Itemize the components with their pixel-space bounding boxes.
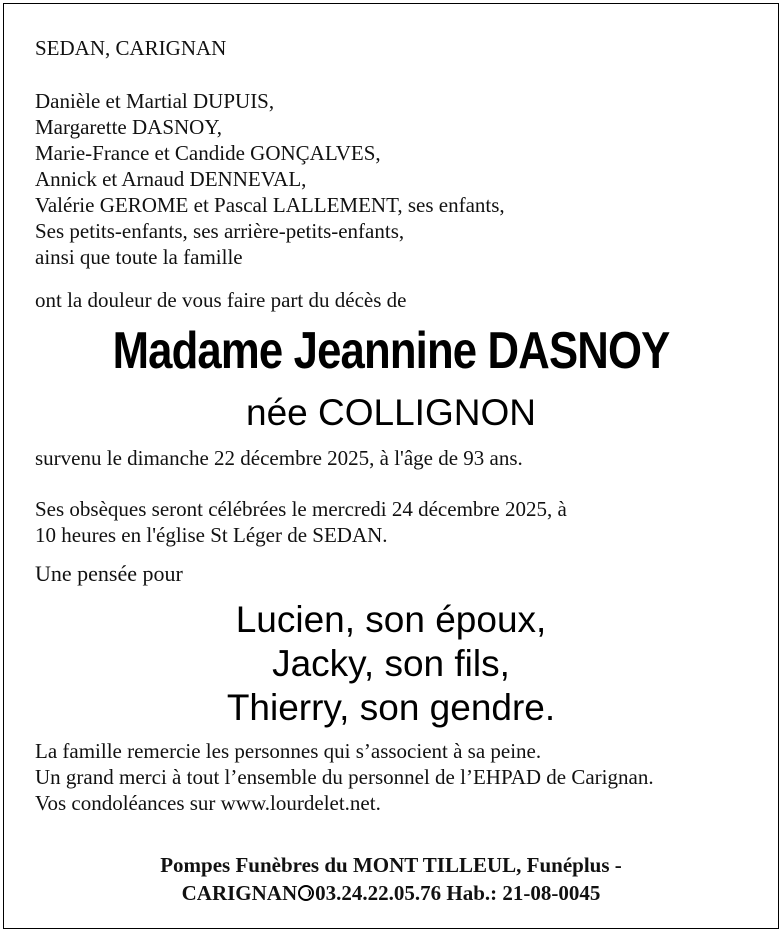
maiden-name: née COLLIGNON xyxy=(246,392,536,433)
thanks-line: Vos condoléances sur www.lourdelet.net. xyxy=(35,791,381,815)
deceased-name: Madame Jeannine DASNOY xyxy=(112,322,670,380)
funeral-home-name: Pompes Funèbres du MONT TILLEUL, Funéplus - xyxy=(160,853,622,877)
thought-intro-text: Une pensée pour xyxy=(35,561,183,586)
location-text: SEDAN, CARIGNAN xyxy=(35,36,227,60)
remembrance-line: Jacky, son fils, xyxy=(272,643,510,684)
funeral-info xyxy=(35,496,748,548)
remembrance-list xyxy=(4,598,778,730)
family-line: Valérie GEROME et Pascal LALLEMENT, ses enfants, xyxy=(35,193,505,217)
announcement xyxy=(35,287,748,313)
funeral-line: 10 heures en l'église St Léger de SEDAN. xyxy=(35,523,388,547)
family-list xyxy=(35,88,748,270)
obituary-notice xyxy=(3,3,779,929)
death-info xyxy=(35,445,748,471)
funeral-home-phone: 03.24.22.05.76 Hab.: 21-08-0045 xyxy=(315,881,601,905)
funeral-home-city: CARIGNAN xyxy=(181,881,298,905)
thought-intro xyxy=(35,561,748,587)
funeral-line: Ses obsèques seront célébrées le mercredi 24 décembre 2025, à xyxy=(35,497,567,521)
family-line: Annick et Arnaud DENNEVAL, xyxy=(35,167,307,191)
announcement-text: ont la douleur de vous faire part du décès de xyxy=(35,288,407,312)
phone-icon xyxy=(298,885,314,901)
death-info-text: survenu le dimanche 22 décembre 2025, à l'âge de 93 ans. xyxy=(35,446,523,470)
family-line: Danièle et Martial DUPUIS, xyxy=(35,89,275,113)
family-line: ainsi que toute la famille xyxy=(35,245,243,269)
location-header xyxy=(35,35,748,61)
funeral-home-footer xyxy=(4,851,778,907)
remembrance-line: Lucien, son époux, xyxy=(235,599,547,640)
funeral-home-contact xyxy=(4,879,778,907)
family-line: Ses petits-enfants, ses arrière-petits-enfants, xyxy=(35,219,405,243)
thanks-line: Un grand merci à tout l’ensemble du personnel de l’EHPAD de Carignan. xyxy=(35,765,654,789)
thanks-line: La famille remercie les personnes qui s’associent à sa peine. xyxy=(35,739,542,763)
remembrance-line: Thierry, son gendre. xyxy=(226,687,556,728)
family-line: Marie-France et Candide GONÇALVES, xyxy=(35,141,381,165)
family-line: Margarette DASNOY, xyxy=(35,115,223,139)
thanks-block xyxy=(35,738,748,816)
